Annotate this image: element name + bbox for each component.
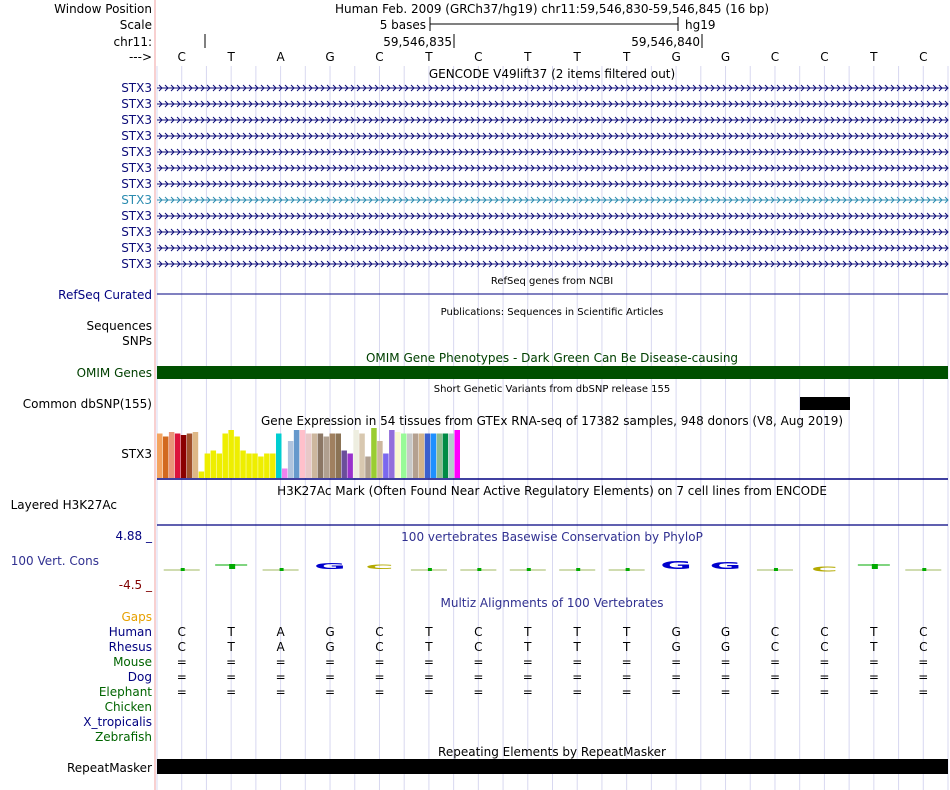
base-letter: C — [177, 50, 186, 64]
scale-label: Scale — [119, 18, 152, 32]
phylop-score-mark — [774, 568, 778, 571]
gtex-bar[interactable] — [413, 434, 419, 479]
phylop-score[interactable] — [660, 559, 692, 572]
multiz-base: T — [425, 625, 433, 639]
gtex-bar[interactable] — [270, 454, 276, 479]
base-letter: G — [671, 50, 681, 64]
multiz-base: T — [524, 625, 532, 639]
base-letter: T — [622, 50, 631, 64]
gtex-bar[interactable] — [181, 435, 187, 478]
phylop-score[interactable] — [811, 565, 837, 573]
gtex-bar[interactable] — [228, 430, 234, 478]
multiz-base: C — [177, 625, 186, 639]
multiz-species-label[interactable]: Mouse — [113, 655, 152, 669]
phylop-score[interactable] — [460, 568, 496, 571]
multiz-base: = — [621, 670, 632, 684]
multiz-species-label[interactable]: Human — [108, 625, 152, 639]
phylop-score[interactable] — [314, 561, 346, 571]
gencode-item-label[interactable]: STX3 — [121, 113, 152, 127]
phylop-score[interactable] — [510, 568, 546, 571]
multiz-base: = — [423, 685, 434, 699]
multiz-base: = — [275, 655, 286, 669]
multiz-species-row[interactable] — [113, 655, 928, 669]
multiz-base: T — [870, 640, 878, 654]
gtex-bar[interactable] — [199, 472, 205, 479]
chrom-label: chr11: — [113, 35, 152, 49]
multiz-base: G — [325, 625, 335, 639]
phylop-max-label: 4.88 _ — [115, 529, 152, 543]
gtex-bar[interactable] — [258, 457, 264, 479]
gencode-item-label[interactable]: STX3 — [121, 241, 152, 255]
multiz-base: = — [819, 685, 830, 699]
phylop-score[interactable] — [164, 568, 200, 571]
gtex-bar[interactable] — [401, 434, 407, 479]
multiz-species-row[interactable] — [105, 700, 152, 714]
phylop-score[interactable] — [263, 568, 299, 571]
gtex-title: Gene Expression in 54 tissues from GTEx RNA-seq of 17382 samples, 948 donors (V8, Aug 2019) — [260, 414, 844, 428]
multiz-species-label[interactable]: X_tropicalis — [83, 715, 152, 729]
gtex-bar[interactable] — [288, 441, 294, 478]
phylop-score-mark — [922, 568, 926, 571]
phylop-score[interactable] — [215, 564, 247, 569]
dbsnp-label[interactable]: Common dbSNP(155) — [22, 397, 152, 411]
phylop-score-mark — [280, 568, 284, 571]
multiz-base: = — [522, 655, 533, 669]
multiz-base: G — [720, 640, 731, 654]
multiz-base: A — [276, 640, 285, 654]
gtex-bar[interactable] — [324, 437, 330, 479]
multiz-base: G — [325, 640, 335, 654]
phylop-base-glyph: C — [365, 563, 394, 571]
gtex-bar[interactable] — [383, 454, 389, 479]
gtex-bar[interactable] — [431, 434, 437, 479]
multiz-base: G — [720, 625, 731, 639]
gencode-item-label[interactable]: STX3 — [121, 145, 152, 159]
multiz-base: T — [622, 640, 631, 654]
multiz-base: C — [820, 625, 829, 639]
gencode-item-label[interactable]: STX3 — [121, 161, 152, 175]
repeatmasker-feature[interactable] — [157, 759, 948, 774]
gtex-bar[interactable] — [377, 441, 383, 478]
multiz-base: = — [621, 655, 632, 669]
multiz-base: = — [226, 670, 237, 684]
multiz-base: = — [720, 685, 731, 699]
multiz-base: = — [918, 670, 929, 684]
multiz-base: = — [473, 670, 484, 684]
dbsnp-title: Short Genetic Variants from dbSNP release 155 — [433, 384, 671, 395]
gtex-bar[interactable] — [163, 437, 169, 479]
phylop-score-mark — [626, 568, 630, 571]
refseq-title: RefSeq genes from NCBI — [490, 276, 614, 287]
gencode-item-label[interactable]: STX3 — [121, 257, 152, 271]
multiz-base: T — [524, 640, 532, 654]
phylop-score[interactable] — [858, 564, 890, 569]
multiz-base: = — [423, 655, 434, 669]
phylop-score[interactable] — [905, 568, 941, 571]
multiz-alignment-track[interactable] — [83, 625, 928, 744]
coord-tick-label: 59,546,835 — [383, 35, 452, 49]
multiz-base: C — [820, 640, 829, 654]
multiz-title: Multiz Alignments of 100 Vertebrates — [440, 596, 664, 610]
phylop-score[interactable] — [757, 568, 793, 571]
refseq-label[interactable]: RefSeq Curated — [58, 288, 152, 302]
base-letter: C — [770, 50, 780, 64]
base-letter: T — [870, 50, 878, 64]
multiz-base: = — [769, 655, 780, 669]
multiz-base: = — [374, 655, 385, 669]
gaps-label[interactable]: Gaps — [121, 610, 152, 624]
gtex-bar[interactable] — [425, 434, 431, 479]
gtex-bar[interactable] — [312, 434, 318, 479]
multiz-species-row[interactable] — [109, 640, 928, 654]
multiz-species-label[interactable]: Rhesus — [108, 640, 152, 654]
multiz-base: = — [671, 670, 682, 684]
scale-text: 5 bases — [379, 18, 426, 32]
gtex-bar[interactable] — [455, 430, 461, 478]
h3k27ac-title: H3K27Ac Mark (Often Found Near Active Regulatory Elements) on 7 cell lines from ENCODE — [277, 484, 827, 498]
repeatmasker-title: Repeating Elements by RepeatMasker — [438, 745, 666, 759]
snps-label[interactable]: SNPs — [122, 334, 152, 348]
phylop-min-label: -4.5 _ — [118, 578, 152, 592]
gtex-bar[interactable] — [365, 457, 371, 479]
base-letter: C — [474, 50, 483, 64]
gtex-bar[interactable] — [157, 434, 163, 479]
phylop-score[interactable] — [411, 568, 447, 571]
gencode-item-label[interactable]: STX3 — [121, 177, 152, 191]
multiz-base: C — [375, 640, 384, 654]
gtex-bar[interactable] — [437, 434, 443, 479]
gtex-bar[interactable] — [395, 432, 401, 478]
multiz-base: = — [819, 670, 830, 684]
multiz-base: = — [176, 655, 187, 669]
gtex-bar[interactable] — [264, 454, 270, 479]
multiz-species-row[interactable] — [99, 685, 929, 699]
base-letter: C — [919, 50, 928, 64]
gtex-bar[interactable] — [193, 432, 199, 478]
omim-feature-bar[interactable] — [157, 366, 948, 379]
multiz-base: C — [770, 625, 780, 639]
base-letter: C — [375, 50, 384, 64]
multiz-base: = — [226, 655, 237, 669]
scale-bar — [430, 17, 678, 31]
gtex-bar[interactable] — [353, 430, 359, 478]
multiz-species-label[interactable]: Elephant — [98, 685, 152, 699]
base-letter: T — [573, 50, 581, 64]
multiz-base: = — [868, 670, 879, 684]
multiz-base: = — [275, 670, 286, 684]
multiz-species-row[interactable] — [95, 730, 152, 744]
gencode-item-label[interactable]: STX3 — [121, 129, 152, 143]
base-letter: G — [325, 50, 335, 64]
strand-label: ---> — [128, 50, 152, 64]
multiz-base: = — [572, 655, 583, 669]
multiz-base: = — [868, 655, 879, 669]
gtex-bar[interactable] — [300, 430, 306, 478]
multiz-base: = — [226, 685, 237, 699]
gtex-bar[interactable] — [336, 434, 342, 479]
gtex-bar[interactable] — [347, 454, 353, 479]
gtex-bar[interactable] — [341, 451, 347, 479]
gtex-bar[interactable] — [240, 451, 246, 479]
multiz-base: = — [868, 685, 879, 699]
gtex-bar[interactable] — [407, 434, 413, 479]
gencode-item-label[interactable]: STX3 — [121, 193, 152, 207]
multiz-base: = — [473, 655, 484, 669]
base-letter: A — [276, 50, 285, 64]
multiz-base: = — [275, 685, 286, 699]
multiz-base: = — [325, 685, 336, 699]
multiz-base: T — [227, 640, 235, 654]
gtex-label[interactable]: STX3 — [121, 447, 152, 461]
gtex-bar[interactable] — [211, 451, 217, 479]
gencode-item-label[interactable]: STX3 — [121, 225, 152, 239]
multiz-base: C — [919, 640, 928, 654]
gtex-bar[interactable] — [389, 430, 395, 478]
base-letter: T — [425, 50, 433, 64]
phylop-score[interactable] — [710, 560, 742, 572]
multiz-base: = — [918, 655, 929, 669]
gencode-item-label[interactable]: STX3 — [121, 97, 152, 111]
phylop-base-glyph: G — [709, 559, 742, 572]
multiz-base: = — [819, 655, 830, 669]
gtex-bar[interactable] — [217, 454, 223, 479]
multiz-base: = — [374, 670, 385, 684]
repeatmasker-label[interactable]: RepeatMasker — [66, 761, 152, 775]
phylop-score-mark — [181, 568, 185, 571]
gencode-item-label[interactable]: STX3 — [121, 81, 152, 95]
phylop-base-glyph: C — [811, 565, 838, 574]
multiz-base: = — [423, 670, 434, 684]
multiz-base: G — [671, 625, 681, 639]
gtex-bar[interactable] — [222, 434, 228, 479]
multiz-base: = — [621, 685, 632, 699]
gtex-bar[interactable] — [252, 454, 258, 479]
gtex-bar[interactable] — [306, 434, 312, 479]
multiz-base: T — [622, 625, 631, 639]
coord-tick-label: 59,546,840 — [631, 35, 700, 49]
multiz-base: = — [671, 655, 682, 669]
multiz-base: G — [671, 640, 681, 654]
gtex-bar[interactable] — [419, 434, 425, 479]
multiz-base: = — [769, 670, 780, 684]
gtex-bar[interactable] — [318, 434, 324, 479]
phylop-score-mark — [527, 568, 531, 571]
multiz-base: T — [425, 640, 433, 654]
multiz-base: C — [375, 625, 384, 639]
multiz-base: = — [325, 655, 336, 669]
multiz-species-label[interactable]: Zebrafish — [95, 730, 152, 744]
base-sequence-row — [178, 50, 928, 64]
multiz-base: C — [177, 640, 186, 654]
omim-label[interactable]: OMIM Genes — [76, 366, 152, 380]
base-letter: C — [820, 50, 829, 64]
phylop-score-mark — [576, 568, 580, 571]
multiz-base: = — [720, 670, 731, 684]
multiz-species-label[interactable]: Dog — [127, 670, 152, 684]
multiz-base: = — [720, 655, 731, 669]
multiz-base: T — [573, 640, 581, 654]
gtex-bar[interactable] — [449, 434, 455, 479]
gtex-bar[interactable] — [359, 434, 365, 479]
multiz-base: = — [374, 685, 385, 699]
multiz-base: T — [227, 625, 235, 639]
multiz-base: = — [176, 685, 187, 699]
multiz-base: = — [572, 670, 583, 684]
multiz-species-label[interactable]: Chicken — [104, 700, 152, 714]
multiz-base: C — [919, 625, 928, 639]
publications-title: Publications: Sequences in Scientific Articles — [440, 307, 664, 318]
multiz-base: = — [473, 685, 484, 699]
gtex-bar[interactable] — [187, 434, 193, 479]
dbsnp-variant-feature[interactable] — [800, 397, 850, 410]
gtex-bar[interactable] — [443, 434, 449, 479]
multiz-base: T — [573, 625, 581, 639]
multiz-base: = — [769, 685, 780, 699]
gtex-bar[interactable] — [246, 454, 252, 479]
phylop-base-glyph: G — [314, 561, 346, 572]
window-position-value[interactable]: Human Feb. 2009 (GRCh37/hg19) chr11:59,546,830-59,546,845 (16 bp) — [334, 2, 770, 16]
window-position-label: Window Position — [54, 2, 152, 16]
multiz-species-row[interactable] — [109, 625, 928, 639]
multiz-base: = — [176, 670, 187, 684]
gtex-bar[interactable] — [276, 434, 282, 479]
base-letter: G — [720, 50, 731, 64]
multiz-base: = — [325, 670, 336, 684]
multiz-base: = — [522, 670, 533, 684]
gtex-bar[interactable] — [371, 428, 377, 478]
multiz-base: = — [522, 685, 533, 699]
base-letter: T — [524, 50, 532, 64]
multiz-base: T — [870, 625, 878, 639]
gtex-bar[interactable] — [282, 469, 288, 479]
publications-label[interactable]: Sequences — [86, 319, 152, 333]
phylop-score[interactable] — [365, 563, 393, 570]
gtex-bar[interactable] — [175, 434, 181, 479]
phylop-score[interactable] — [609, 568, 645, 571]
gencode-title: GENCODE V49lift37 (2 items filtered out) — [428, 67, 676, 81]
phylop-score-mark — [428, 568, 432, 571]
omim-title: OMIM Gene Phenotypes - Dark Green Can Be Disease-causing — [365, 351, 739, 365]
h3k27ac-label[interactable]: Layered H3K27Ac — [10, 498, 117, 512]
multiz-base: C — [770, 640, 780, 654]
scale-assembly: hg19 — [685, 18, 716, 32]
gtex-bar[interactable] — [234, 437, 240, 479]
multiz-base: C — [474, 640, 483, 654]
gtex-expression-bars[interactable] — [157, 428, 460, 478]
multiz-base: = — [671, 685, 682, 699]
base-letter: T — [227, 50, 235, 64]
multiz-species-row[interactable] — [83, 715, 152, 729]
phylop-score[interactable] — [559, 568, 595, 571]
phylop-base-glyph: G — [660, 559, 692, 572]
multiz-base: = — [918, 685, 929, 699]
phylop-title: 100 vertebrates Basewise Conservation by PhyloP — [401, 530, 703, 544]
gtex-bar[interactable] — [294, 430, 300, 478]
gtex-bar[interactable] — [169, 432, 175, 478]
multiz-base: A — [276, 625, 285, 639]
gencode-item-label[interactable]: STX3 — [121, 209, 152, 223]
gtex-bar[interactable] — [205, 454, 211, 479]
multiz-base: C — [474, 625, 483, 639]
phylop-label[interactable]: 100 Vert. Cons — [10, 554, 99, 568]
phylop-score-mark — [477, 568, 481, 571]
multiz-species-row[interactable] — [128, 670, 929, 684]
gtex-bar[interactable] — [330, 434, 336, 479]
multiz-base: = — [572, 685, 583, 699]
